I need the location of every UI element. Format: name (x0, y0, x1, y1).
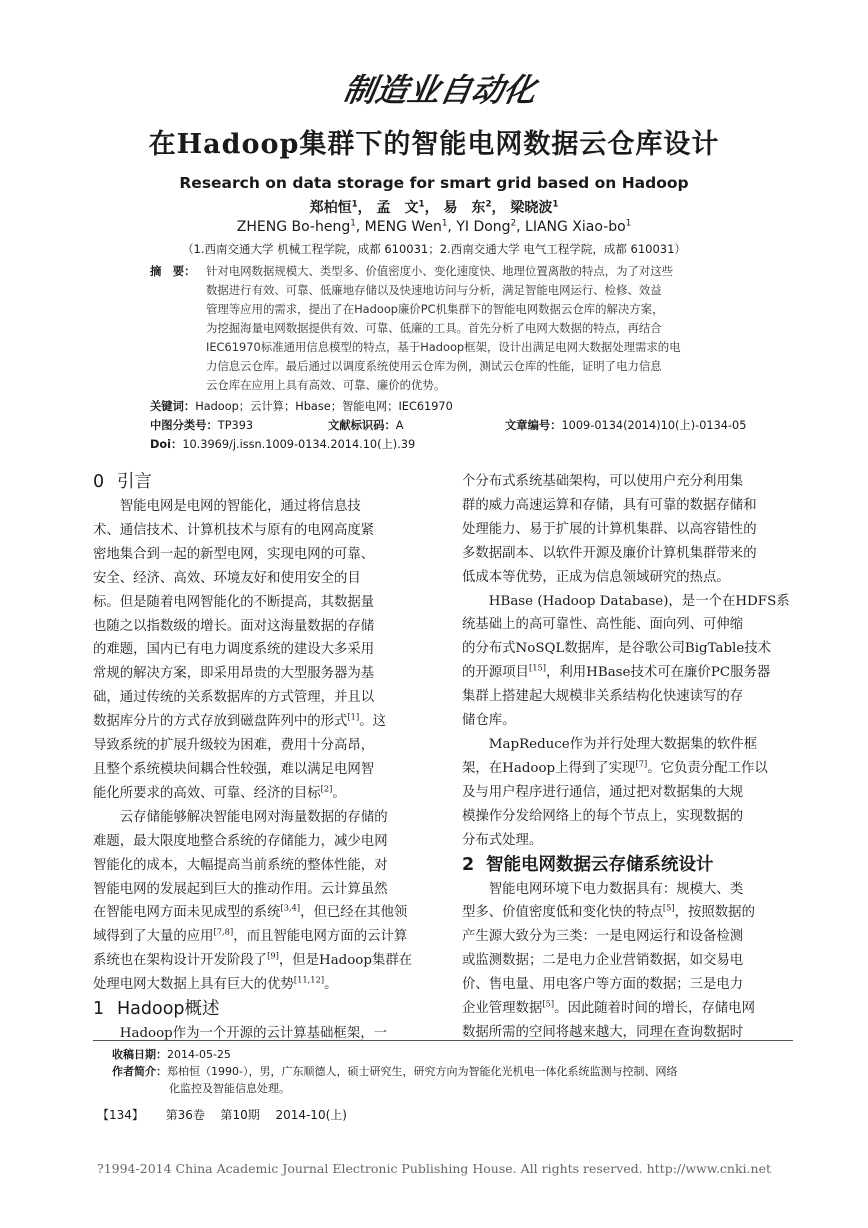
received-date-line (112, 1046, 802, 1063)
text-line: 数据所需的空间将越来越大，同理在查询数据时 (462, 1024, 744, 1040)
text-segment: ，但已经在其他领 (300, 905, 408, 921)
citation: [7] (635, 758, 648, 769)
citation: [2] (320, 783, 333, 794)
author-affil-mark: 1 (625, 218, 632, 229)
text-line: HBase (Hadoop Database)，是一个在HDFS系 (488, 593, 790, 609)
abstract-label: 摘 要： (150, 264, 196, 278)
text-line: 及与用户程序进行通信，通过把对数据集的大规 (462, 784, 744, 800)
text-line: 多数据副本、以软件开源及廉价计算机集群带来的 (462, 545, 757, 561)
section-number: 0 (93, 472, 105, 492)
citation: [7,8] (213, 926, 234, 937)
text-line (462, 661, 807, 685)
section-title: 智能电网数据云存储系统设计 (486, 854, 714, 875)
section-heading-1 (93, 997, 438, 1022)
text-segment: 系统也在架构设计开发阶段了 (93, 953, 268, 969)
text-line (93, 973, 438, 997)
text-line: 模操作分发给网络上的每个节点上，实现数据的 (462, 808, 744, 824)
text-line: 产生源大致分为三类：一是电网运行和设备检测 (462, 929, 744, 945)
text-line: 处理能力、易于扩展的计算机集群、以高容错性的 (462, 521, 757, 537)
text-segment: ，而且智能电网方面的云计算 (233, 929, 408, 945)
classification-value: TP393 (217, 419, 254, 432)
keywords-row (150, 397, 750, 416)
author-affil-mark: 1 (441, 218, 448, 229)
text-segment: 能化所要求的高效、可靠、经济的目标 (93, 785, 321, 801)
text-segment: 企业管理数据 (462, 1001, 543, 1017)
text-line (93, 710, 438, 734)
text-line: 云存储能够解决智能电网对海量数据的存储的 (119, 809, 388, 825)
journal-name: 制造业自动化 (340, 71, 540, 109)
section-title: Hadoop概述 (117, 999, 220, 1020)
section-number: 2 (462, 854, 475, 875)
footnote (112, 1046, 802, 1097)
keywords-value: Hadoop；云计算；Hbase；智能电网；IEC61970 (195, 400, 453, 413)
text-segment: 架，在Hadoop上得到了实现 (462, 760, 636, 776)
text-line: 的难题，国内已有电力调度系统的建设大多采用 (93, 642, 375, 658)
doc-code-value: A (395, 419, 404, 432)
paragraph (93, 1022, 438, 1046)
text-segment: 数据库分片的方式存放到磁盘阵列中的形式 (93, 714, 348, 730)
section-number: 1 (93, 999, 105, 1020)
text-segment: 。这 (359, 714, 386, 730)
text-line: Hadoop作为一个开源的云计算基础框架，一 (119, 1026, 387, 1042)
author-name: 郑柏恒 (309, 200, 352, 216)
author-bio-text: 郑柏恒（1990-），男，广东顺德人，硕士研究生，研究方向为智能化光机电一体化系统监测与控制、网络 (167, 1065, 678, 1078)
text-line: 储仓库。 (462, 713, 516, 729)
doi-label: Doi： (150, 438, 183, 451)
citation: [15] (528, 662, 546, 673)
text-line: 的分布式NoSQL数据库，是谷歌公司BigTable技术 (462, 641, 772, 657)
body-column-right (462, 470, 807, 1045)
paragraph (462, 590, 807, 733)
citation: [5] (542, 998, 555, 1009)
classification-label: 中图分类号： (150, 419, 218, 432)
text-line (93, 901, 438, 925)
text-line: 智能电网是电网的智能化，通过将信息技 (119, 499, 361, 514)
affiliation: （1.西南交通大学 机械工程学院，成都 610031；2.西南交通大学 电气工程学院，成都 610031） (182, 242, 686, 256)
text-line: MapReduce作为并行处理大数据集的软件框 (488, 736, 758, 752)
doi-value: 10.3969/j.issn.1009-0134.2014.10(上).39 (182, 438, 416, 451)
classification-row (150, 416, 750, 435)
text-line: 智能化的成本，大幅提高当前系统的整体性能，对 (93, 857, 388, 873)
author-affil-mark: 1 (552, 199, 559, 210)
abstract-line: 为挖掘海量电网数据提供有效、可靠、低廉的工具。首先分析了电网大数据的特点，再结合 (206, 321, 662, 335)
abstract-text (206, 262, 750, 395)
paper-title: 在Hadoop集群下的智能电网数据云仓库设计 (148, 129, 720, 160)
author-bio-label: 作者简介： (112, 1065, 167, 1078)
text-line: 智能电网的发展起到巨大的推动作用。云计算虽然 (93, 881, 388, 897)
text-line: 或监测数据；二是电力企业营销数据，如交易电 (462, 953, 744, 969)
text-line: 常规的解决方案，即采用昂贵的大型服务器为基 (93, 666, 375, 682)
text-line: 安全、经济、高效、环境友好和使用安全的目 (93, 570, 361, 586)
author-name: 梁晓波 (510, 200, 553, 216)
paragraph (93, 495, 438, 806)
text-segment: 的开源项目 (462, 665, 529, 681)
text-line (93, 949, 438, 973)
text-line: 智能电网环境下电力数据具有：规模大、类 (488, 881, 744, 897)
author-affil-mark: 2 (485, 199, 492, 210)
text-line: 也随之以指数级的增长。面对这海量数据的存储 (93, 618, 375, 634)
text-segment: 处理电网大数据上具有巨大的优势 (93, 977, 294, 993)
abstract-line: IEC61970标准通用信息模型的特点，基于Hadoop框架，设计出满足电网大数据处理需求的电 (206, 340, 681, 354)
citation: [1] (347, 711, 360, 722)
journal-logo (330, 66, 550, 112)
text-line (462, 757, 807, 781)
paragraph (462, 733, 807, 853)
article-no-label: 文章编号： (505, 419, 562, 432)
abstract-line: 云仓库在应用上具有高效、可靠、廉价的优势。 (206, 378, 446, 392)
text-segment: 。它负责分配工作以 (647, 760, 768, 776)
paragraph (462, 878, 807, 1045)
page-footer (97, 1106, 347, 1123)
citation: [9] (267, 950, 279, 961)
text-line: 难题，最大限度地整合系统的存储能力，减少电网 (93, 833, 388, 849)
author-name: 易 东 (443, 200, 486, 216)
citation: [3,4] (280, 902, 301, 913)
text-line: 统基础上的高可靠性、高性能、面向列、可伸缩 (462, 617, 744, 633)
author-bio-line (112, 1063, 802, 1080)
text-line (462, 901, 807, 925)
text-line: 价、售电量、用电客户等方面的数据；三是电力 (462, 977, 744, 993)
doi-row (150, 435, 750, 454)
journal-logo-art (330, 66, 550, 112)
text-segment: 。因此随着时间的增长，存储电网 (554, 1001, 755, 1017)
citation: [11,12] (293, 974, 325, 985)
keywords-label: 关键词： (150, 400, 196, 413)
text-segment: 在智能电网方面未见成型的系统 (93, 905, 281, 921)
doc-code-label: 文献标识码： (328, 419, 396, 432)
author-affil-mark: 1 (351, 199, 358, 210)
author-name: 孟 文 (376, 200, 419, 216)
text-segment: 。 (324, 977, 338, 993)
author-name-en: MENG Wen (364, 219, 442, 235)
abstract-line: 针对电网数据规模大、类型多、价值密度小、变化速度快、地理位置离散的特点，为了对这些 (206, 264, 674, 278)
paragraph (462, 470, 807, 590)
author-affil-mark: 1 (418, 199, 425, 210)
paper-title-english: Research on data storage for smart grid based on Hadoop (179, 174, 689, 192)
copyright-notice: ?1994-2014 China Academic Journal Electronic Publishing House. All rights reserved. http://www.cnki.net (97, 1161, 771, 1176)
section-heading-0 (93, 470, 438, 495)
volume: 第36卷 (165, 1108, 205, 1122)
paragraph (93, 806, 438, 997)
text-line: 导致系统的扩展升级较为困难，费用十分高昂， (93, 738, 375, 754)
text-line: 且整个系统模块间耦合性较强，难以满足电网智 (93, 761, 375, 777)
abstract (150, 262, 750, 454)
text-line (93, 925, 438, 949)
author-name-en: YI Dong (456, 219, 511, 235)
body-column-left (93, 470, 438, 1046)
abstract-line: 管理等应用的需求，提出了在Hadoop廉价PC机集群下的智能电网数据云仓库的解决方案， (206, 302, 664, 316)
authors-english: ZHENG Bo-heng$^1$, MENG Wen$^1$, YI Dong$^2$, LIANG Xiao-$bo^1$ (236, 218, 632, 235)
issue: 第10期 (220, 1108, 260, 1122)
text-segment: ，但是Hadoop集群在 (278, 953, 413, 969)
text-line: 分布式处理。 (462, 832, 543, 848)
article-no-value: 1009-0134(2014)10(上)-0134-05 (561, 419, 747, 432)
footnote-divider (93, 1040, 793, 1041)
page-number: 【134】 (97, 1108, 144, 1122)
text-line (462, 997, 807, 1021)
text-line: 密地集合到一起的新型电网，实现电网的可靠、 (93, 546, 375, 562)
text-line (93, 782, 438, 806)
text-line: 础，通过传统的关系数据库的方式管理，并且以 (93, 690, 375, 706)
author-affil-mark: 1 (350, 218, 356, 229)
text-line: 个分布式系统基础架构，可以使用户充分利用集 (462, 474, 744, 489)
text-segment: ，按照数据的 (674, 905, 755, 921)
abstract-line: 力信息云仓库。最后通过以调度系统使用云仓库为例，测试云仓库的性能，证明了电力信息 (206, 359, 662, 373)
section-title: 引言 (117, 472, 152, 492)
received-label: 收稿日期： (112, 1048, 167, 1061)
author-name-en: ZHENG Bo-heng (236, 219, 351, 235)
text-line: 集群上搭建起大规模非关系结构化快速读写的存 (462, 689, 744, 705)
author-affil-mark: 2 (510, 218, 517, 229)
text-line: 群的威力高速运算和存储，具有可靠的数据存储和 (462, 497, 757, 513)
text-segment: ，利用HBase技术可在廉价PC服务器 (546, 665, 771, 681)
text-segment: 型多、价值密度低和变化快的特点 (462, 905, 663, 921)
citation: [5] (662, 902, 675, 913)
issue-date: 2014-10(上) (275, 1108, 347, 1122)
text-segment: 域得到了大量的应用 (93, 929, 214, 945)
authors-chinese: 郑柏恒$^1$， 孟 文$^1$， 易 东$^2$， 梁晓波$^1$ (309, 199, 559, 216)
author-name-en: LIANG Xiao-bo (525, 219, 626, 235)
text-line: 标。但是随着电网智能化的不断提高，其数据量 (93, 594, 375, 610)
received-value: 2014-05-25 (167, 1048, 231, 1061)
text-segment: 。 (332, 785, 346, 801)
abstract-line: 数据进行有效、可靠、低廉地存储以及快速地访问与分析，满足智能电网运行、检修、效益 (206, 283, 662, 297)
text-line: 术、通信技术、计算机技术与原有的电网高度紧 (93, 522, 375, 538)
text-line: 低成本等优势，正成为信息领域研究的热点。 (462, 569, 730, 585)
section-heading-2 (462, 853, 807, 878)
author-bio-line: 化监控及智能信息处理。 (169, 1082, 290, 1095)
